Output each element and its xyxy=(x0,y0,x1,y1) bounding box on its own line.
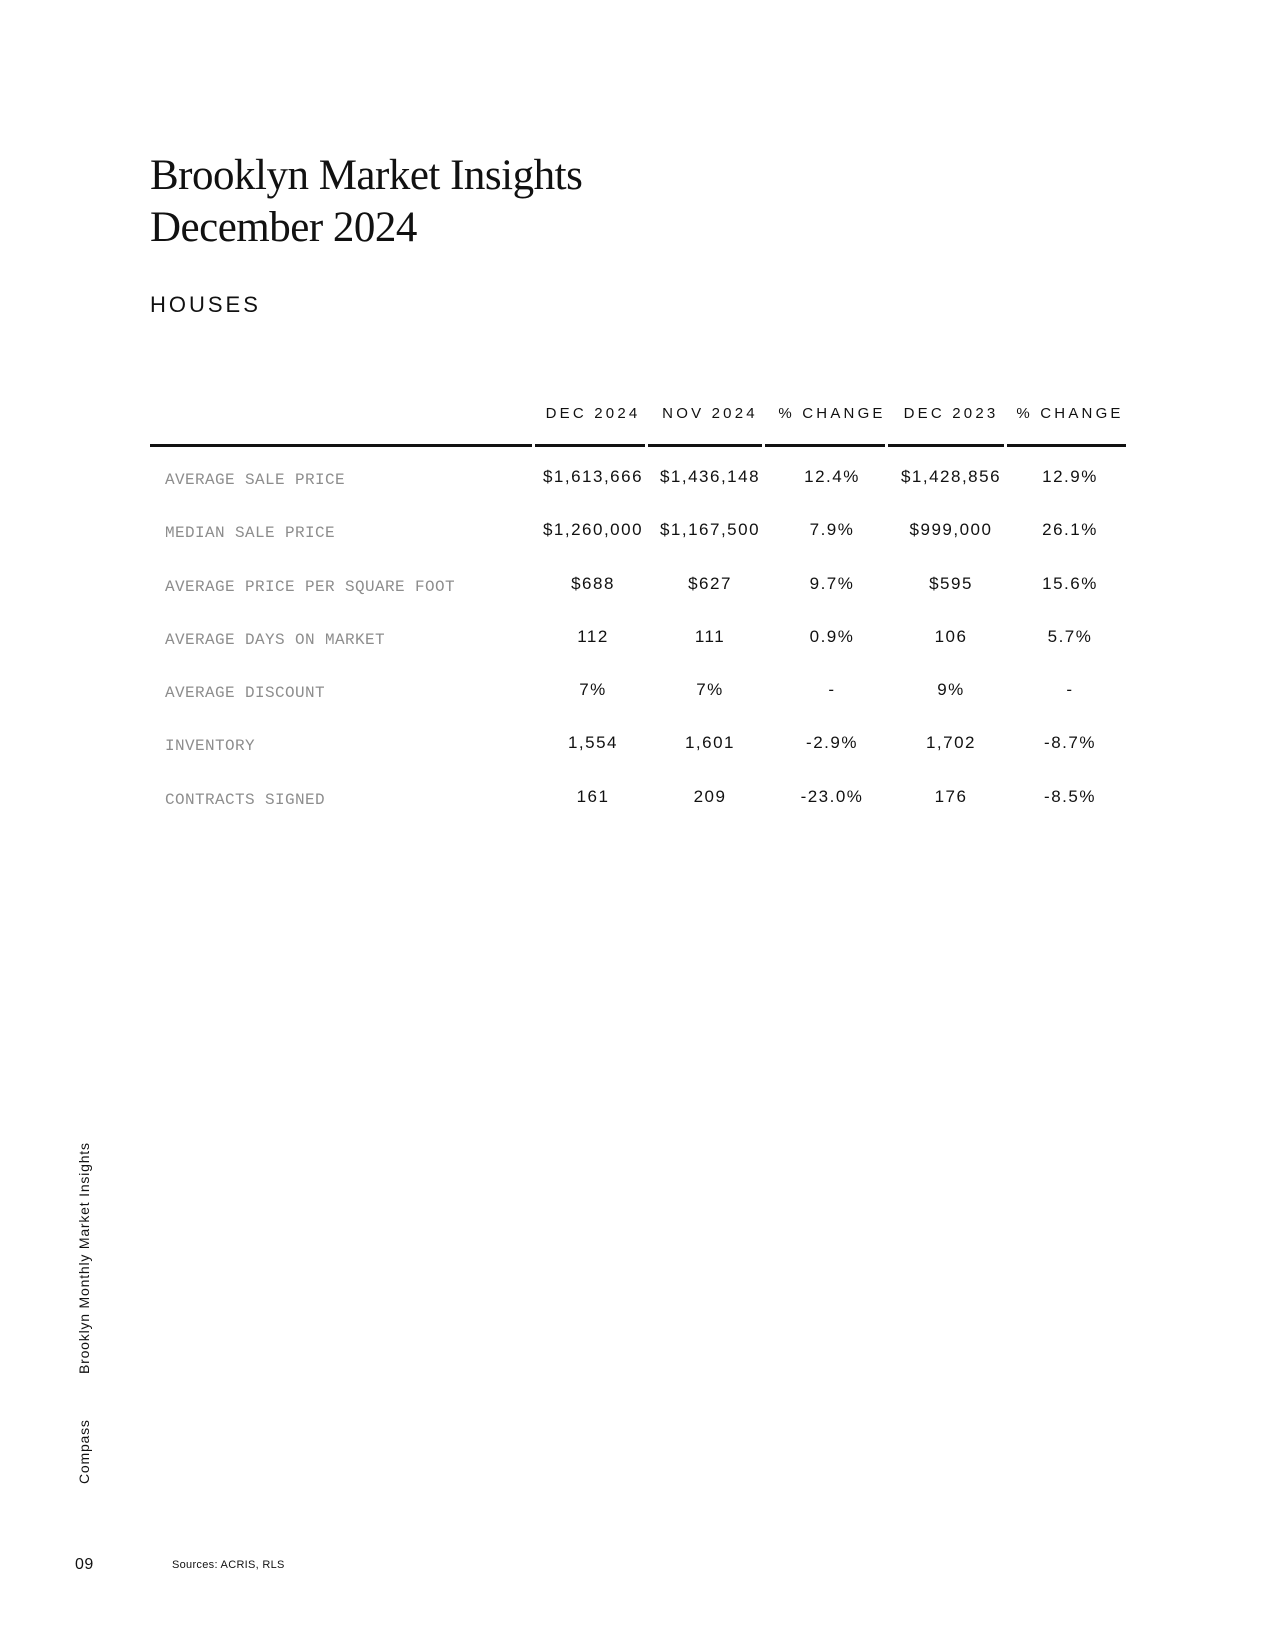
table-cell: 176 xyxy=(934,786,968,806)
table-cell: -2.9% xyxy=(806,733,858,753)
table-row xyxy=(150,510,1126,563)
column-header-change-year: % CHANGE xyxy=(1016,405,1124,422)
column-gap xyxy=(532,442,535,449)
table-cell: 1,702 xyxy=(925,733,977,753)
table-header xyxy=(150,405,1126,445)
sources-note: Sources: ACRIS, RLS xyxy=(172,1559,285,1571)
side-publication-label: Brooklyn Monthly Market Insights xyxy=(76,1142,92,1374)
table-row xyxy=(150,670,1126,723)
table-cell: 9% xyxy=(937,680,965,700)
column-header-change-month: % CHANGE xyxy=(778,405,886,422)
table-cell: 12.4% xyxy=(804,467,860,486)
table-cell: 1,601 xyxy=(684,733,736,753)
row-label: AVERAGE DISCOUNT xyxy=(165,684,326,703)
table-cell: $688 xyxy=(571,573,615,593)
table-cell: -8.5% xyxy=(1044,786,1096,806)
table-cell: 0.9% xyxy=(809,626,855,646)
table-cell: 5.7% xyxy=(1047,626,1093,646)
table-cell: $1,436,148 xyxy=(659,467,761,486)
table-cell: 7.9% xyxy=(809,520,855,540)
section-label: HOUSES xyxy=(150,292,261,317)
row-label: CONTRACTS SIGNED xyxy=(165,790,326,809)
table-cell: 106 xyxy=(934,626,968,646)
column-gap xyxy=(762,442,765,449)
column-header-dec-2023: DEC 2023 xyxy=(903,405,999,422)
table-cell: -23.0% xyxy=(800,786,864,806)
page-title xyxy=(150,150,582,254)
table-cell: 9.7% xyxy=(809,573,855,593)
row-label: AVERAGE DAYS ON MARKET xyxy=(165,630,386,649)
table-row xyxy=(150,617,1126,670)
table-cell: 111 xyxy=(694,626,726,646)
table-cell: - xyxy=(1066,680,1074,700)
column-gap xyxy=(1004,442,1007,449)
table-row xyxy=(150,777,1126,830)
column-gap xyxy=(885,442,888,449)
title-line-1: Brooklyn Market Insights xyxy=(150,152,583,199)
row-label: AVERAGE PRICE PER SQUARE FOOT xyxy=(165,577,456,596)
header-divider xyxy=(150,444,1126,447)
table-cell: 209 xyxy=(693,786,727,806)
table-cell: 161 xyxy=(576,786,610,806)
table-cell: $1,167,500 xyxy=(659,520,761,540)
table-cell: - xyxy=(828,680,836,700)
column-header-nov-2024: NOV 2024 xyxy=(662,405,758,422)
market-stats-table xyxy=(150,405,1126,830)
table-cell: 7% xyxy=(579,680,607,700)
page-number: 09 xyxy=(75,1556,94,1573)
table-row xyxy=(150,457,1126,510)
table-body xyxy=(150,457,1126,830)
table-cell: $595 xyxy=(929,573,973,593)
table-cell: 1,554 xyxy=(567,733,619,753)
table-cell: 12.9% xyxy=(1042,467,1098,486)
row-label: INVENTORY xyxy=(165,737,256,756)
table-cell: 7% xyxy=(696,680,724,700)
table-cell: 26.1% xyxy=(1042,520,1098,540)
side-brand-label: Compass xyxy=(76,1419,92,1484)
column-header-dec-2024: DEC 2024 xyxy=(545,405,641,422)
table-row xyxy=(150,564,1126,617)
table-cell: 112 xyxy=(577,626,609,646)
column-gap xyxy=(645,442,648,449)
table-row xyxy=(150,723,1126,776)
title-line-2: December 2024 xyxy=(150,204,417,251)
table-cell: $1,613,666 xyxy=(542,467,644,486)
table-cell: $999,000 xyxy=(909,520,993,540)
table-cell: -8.7% xyxy=(1044,733,1096,753)
table-cell: $1,260,000 xyxy=(542,520,644,540)
table-cell: $1,428,856 xyxy=(900,467,1002,486)
row-label: AVERAGE SALE PRICE xyxy=(165,471,346,489)
row-label: MEDIAN SALE PRICE xyxy=(165,524,336,543)
table-cell: 15.6% xyxy=(1042,573,1098,593)
table-cell: $627 xyxy=(688,573,732,593)
